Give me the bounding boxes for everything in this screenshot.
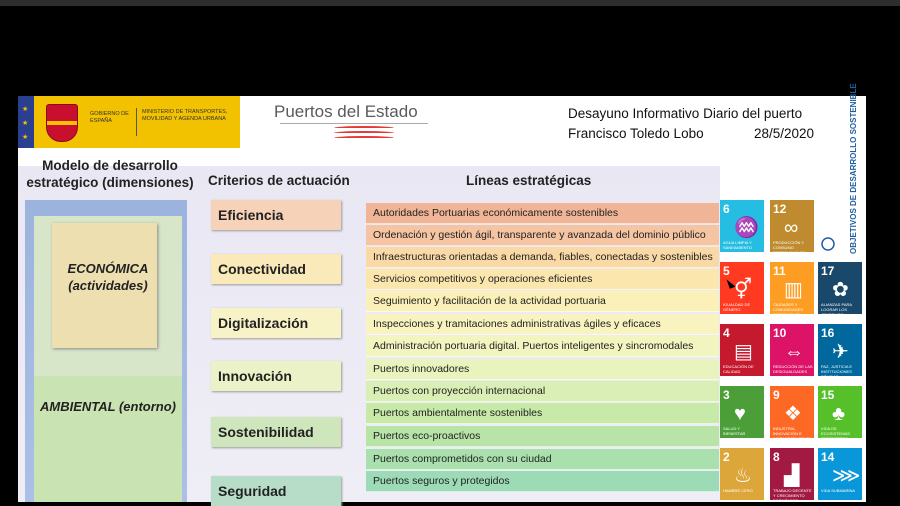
strategic-line: Puertos ambientalmente sostenibles (366, 403, 719, 424)
sdg-label: REDUCCIÓN DE LAS DESIGUALDADES (773, 364, 813, 374)
sdg-number: 17 (821, 264, 835, 278)
sdg-tile-5 (720, 262, 764, 314)
sdg-tile-2 (720, 448, 764, 500)
slide-header (18, 96, 866, 148)
sdg-tile-11 (770, 262, 814, 317)
dove-icon: ✈ (832, 341, 849, 363)
heartbeat-icon: ♥ (734, 403, 746, 425)
sdg-number: 3 (723, 388, 730, 402)
presentation-date: 28/5/2020 (754, 126, 815, 141)
sdg-number: 6 (723, 202, 730, 216)
government-text: GOBIERNO DE ESPAÑA (90, 111, 129, 124)
dimension-economic: ECONÓMICA (actividades) (67, 261, 149, 293)
strategic-line: Seguimiento y facilitación de la actividad portuaria (366, 291, 719, 312)
strategic-line: Ordenación y gestión ágil, transparente y avanzada del dominio público (366, 225, 719, 246)
sdg-number: 11 (773, 264, 786, 278)
criterion-innovacion: Innovación (211, 361, 341, 391)
strategic-line: Puertos eco-proactivos (366, 426, 719, 447)
sdg-number: 16 (821, 326, 835, 340)
criterion-sostenibilidad: Sostenibilidad (211, 417, 341, 447)
strategic-line: Puertos seguros y protegidos (366, 471, 719, 492)
puertos-del-estado-logo: Puertos del Estado (274, 102, 418, 121)
sdg-logo (818, 83, 864, 256)
criteria-heading: Criterios de actuación (208, 173, 350, 188)
gender-icon: ⚥ (734, 279, 753, 301)
sdg-label: AGUA LIMPIA Y SANEAMIENTO (723, 240, 753, 250)
divider (136, 108, 137, 136)
criterion-conectividad: Conectividad (211, 254, 341, 284)
sdg-label: ALIANZAS PARA LOGRAR LOS OBJETIVOS (821, 302, 852, 317)
sdg-tile-10 (770, 324, 814, 376)
coat-of-arms-icon (46, 104, 78, 142)
sdg-tile-17 (818, 262, 862, 317)
cube-icon: ❖ (784, 403, 802, 425)
drop-icon: ♒ (734, 217, 759, 239)
infinity-icon: ∞ (784, 217, 799, 239)
sdg-label: EDUCACIÓN DE CALIDAD (723, 364, 754, 374)
sdg-number: 12 (773, 202, 787, 216)
rings-icon: ✿ (832, 279, 849, 301)
eu-flag-icon: ★ ★ ★ (18, 96, 34, 148)
svg-text:OBJETIVOS DE DESARROLLO SOSTEN: OBJETIVOS DE DESARROLLO SOSTENIBLE (849, 83, 858, 254)
sdg-number: 2 (723, 450, 730, 464)
criterion-eficiencia: Eficiencia (211, 200, 341, 230)
chart-icon: ▟ (784, 465, 800, 487)
criterion-seguridad: Seguridad (211, 476, 341, 506)
sdg-tile-16 (818, 324, 862, 379)
sdg-label: PRODUCCIÓN Y CONSUMO RESPONSABLES (773, 240, 806, 255)
sdg-tile-14 (818, 448, 862, 500)
sdg-label: INDUSTRIA, INNOVACIÓN E INFRAESTRUCTURA (773, 426, 813, 441)
sdg-label: HAMBRE CERO (723, 488, 753, 493)
environmental-card (34, 376, 182, 502)
sdg-number: 15 (821, 388, 835, 402)
strategic-line: Servicios competitivos y operaciones eficientes (366, 269, 719, 290)
presentation-title: Desayuno Informativo Diario del puerto (568, 106, 803, 121)
sdg-tile-9 (770, 386, 814, 441)
strategic-line: Autoridades Portuarias económicamente sostenibles (366, 203, 719, 224)
government-banner (18, 96, 240, 148)
sdg-number: 14 (821, 450, 835, 464)
dimensions-heading: Modelo de desarrollo estratégico (dimensiones) (26, 158, 194, 190)
sdg-tile-4 (720, 324, 764, 376)
strategic-line: Puertos con proyección internacional (366, 381, 719, 402)
equal-icon: ⇔ (784, 341, 804, 363)
strategic-line: Puertos comprometidos con su ciudad (366, 449, 719, 470)
top-bar (0, 0, 900, 6)
dimension-environmental: AMBIENTAL (entorno) (40, 399, 176, 414)
sdg-number: 4 (723, 326, 730, 340)
sdg-number: 5 (723, 264, 730, 278)
sdg-tile-8 (770, 448, 814, 503)
sdg-tile-15 (818, 386, 862, 441)
sdg-label: TRABAJO DECENTE Y CRECIMIENTO ECONÓMICO (773, 488, 812, 503)
tree-icon: ♣ (832, 403, 846, 425)
sdg-tile-3 (720, 386, 764, 438)
strategic-line: Infraestructuras orientadas a demanda, fiables, conectadas y sostenibles (366, 247, 719, 268)
sdg-label: PAZ, JUSTICIA E INSTITUCIONES SÓLIDAS (821, 364, 853, 379)
book-icon: ▤ (734, 341, 753, 363)
sdg-label: IGUALDAD DE GÉNERO (723, 302, 751, 312)
sdg-number: 9 (773, 388, 780, 402)
city-icon: ▥ (784, 279, 803, 301)
slide (18, 83, 866, 503)
criterion-digitalizacion: Digitalización (211, 308, 341, 338)
speaker-name: Francisco Toledo Lobo (568, 126, 704, 141)
sdg-tile-12 (770, 200, 814, 255)
strategic-line: Administración portuaria digital. Puertos inteligentes y sincromodales (366, 336, 719, 357)
fish-icon: ⋙ (832, 465, 861, 487)
strategic-line: Inspecciones y tramitaciones administrativas ágiles y eficaces (366, 314, 719, 335)
bowl-icon: ♨ (734, 465, 752, 487)
ministry-text: MINISTERIO DE TRANSPORTES, MOVILIDAD Y AGENDA URBANA (142, 109, 228, 122)
sdg-label: VIDA SUBMARINA (821, 488, 856, 493)
sdg-label: VIDA DE ECOSISTEMAS TERRESTRES (821, 426, 850, 441)
sdg-number: 8 (773, 450, 780, 464)
sdg-label: CIUDADES Y COMUNIDADES SOSTENIBLES (773, 302, 804, 317)
lines-heading: Líneas estratégicas (466, 173, 592, 188)
sdg-label: SALUD Y BIENESTAR (723, 426, 746, 436)
sdg-number: 10 (773, 326, 787, 340)
un-emblem-icon (818, 83, 864, 256)
waves-icon (334, 124, 394, 140)
strategic-line: Puertos innovadores (366, 359, 719, 380)
sdg-tile-6 (720, 200, 764, 252)
